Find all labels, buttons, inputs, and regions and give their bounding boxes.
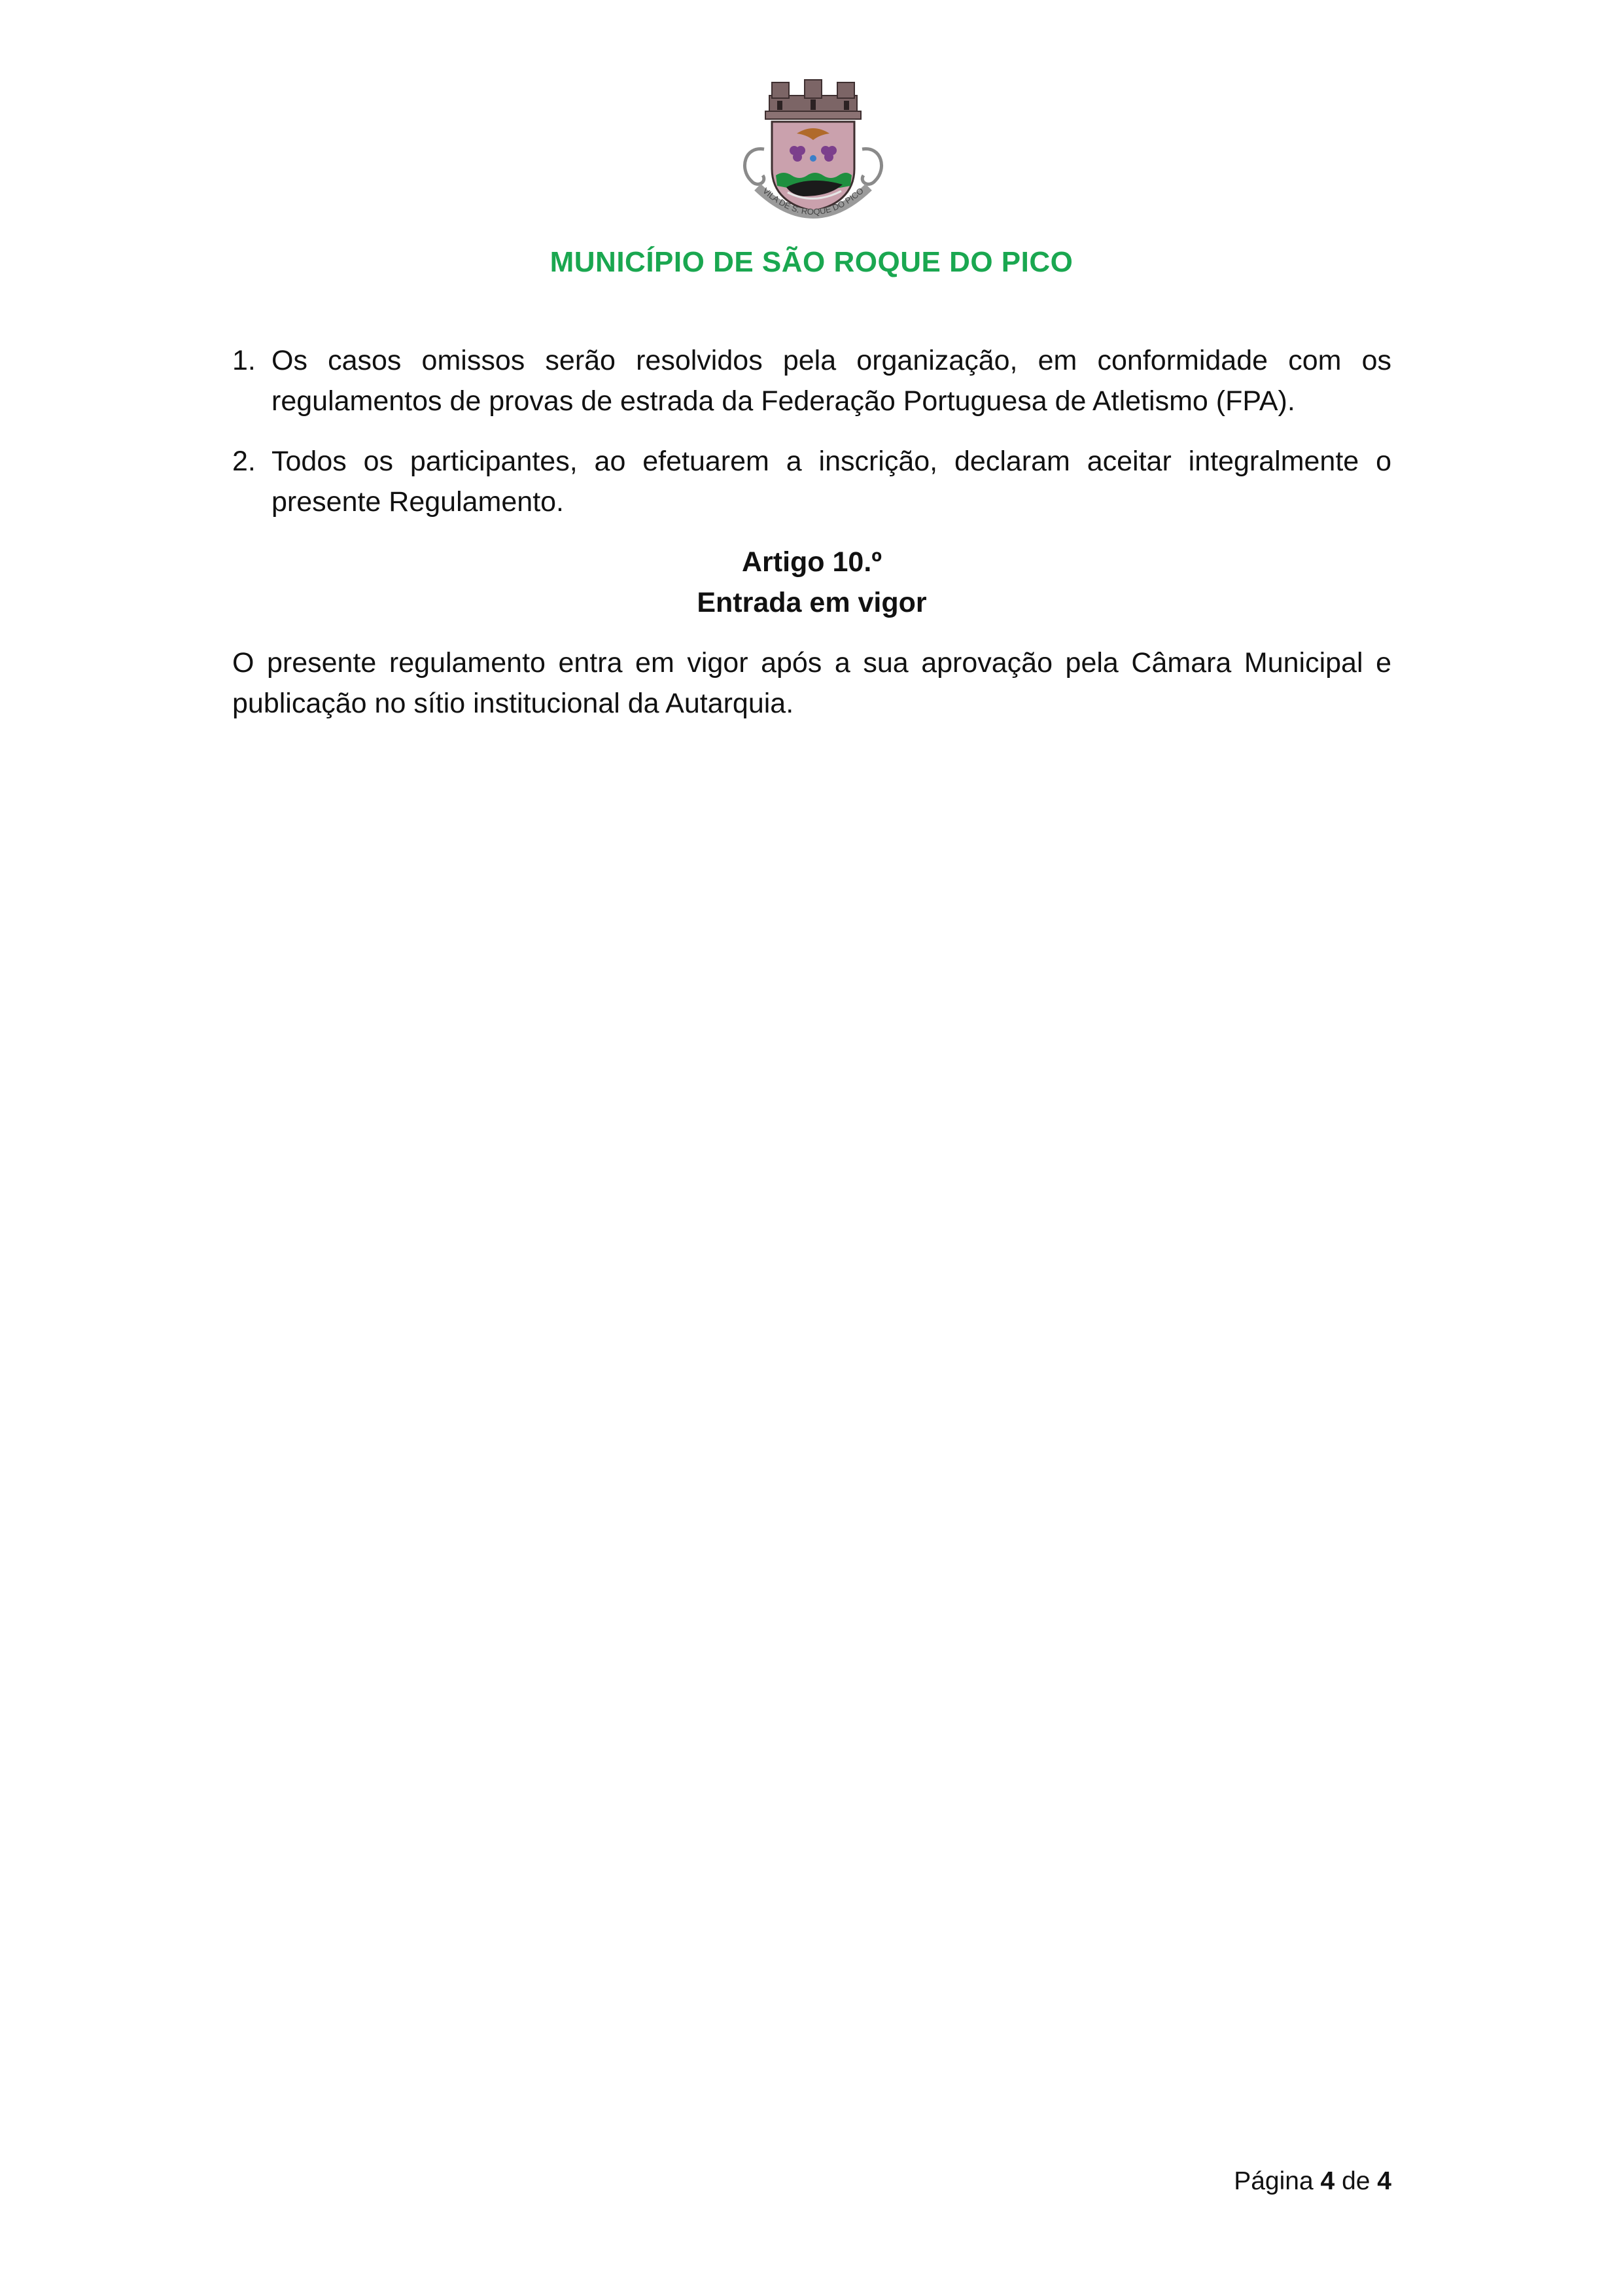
- list-item-number: 1.: [232, 345, 256, 376]
- mural-crown: [765, 80, 861, 119]
- crest-motto-text: VILA DE S. ROQUE DO PICO: [761, 185, 865, 217]
- document-body: [232, 340, 1391, 724]
- municipality-title: MUNICÍPIO DE SÃO ROQUE DO PICO: [550, 246, 1073, 278]
- article-number: Artigo 10.º: [741, 546, 882, 578]
- total-pages-number: 4: [1377, 2167, 1391, 2195]
- list-item: [232, 441, 1391, 522]
- left-scroll: [744, 149, 764, 185]
- municipal-crest-logo: [731, 77, 895, 228]
- article-title: Entrada em vigor: [697, 587, 927, 618]
- list-item-number: 2.: [232, 446, 256, 477]
- list-item-text: Todos os participantes, ao efetuarem a inscrição, declaram aceitar integralmente o presente Regulamento.: [271, 446, 1391, 518]
- right-scroll: [862, 149, 882, 185]
- current-page-number: 4: [1320, 2167, 1335, 2195]
- shield: [772, 122, 854, 211]
- page-footer: [1234, 2164, 1391, 2199]
- list-item-text: Os casos omissos serão resolvidos pela organização, em conformidade com os regulamentos de provas de estrada da Federação Portuguesa de Atletismo (FPA).: [271, 345, 1391, 417]
- article-paragraph: O presente regulamento entra em vigor após a sua aprovação pela Câmara Municipal e publicação no sítio institucional da Autarquia.: [232, 647, 1391, 719]
- list-item: [232, 340, 1391, 421]
- page-label: Página: [1234, 2167, 1314, 2195]
- of-label: de: [1342, 2167, 1370, 2195]
- article-heading: [232, 542, 1391, 623]
